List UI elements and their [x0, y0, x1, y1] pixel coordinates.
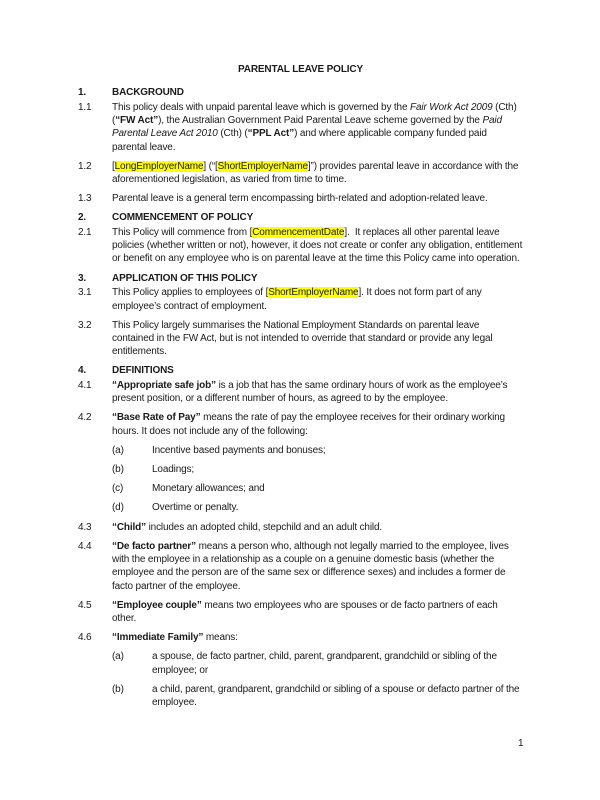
clause-number: 1.3	[78, 193, 92, 205]
clause-text: BACKGROUND	[112, 87, 184, 99]
clause-number: 1.2	[78, 160, 92, 172]
clause-number: (b)	[112, 683, 124, 695]
clause-paragraph	[78, 319, 523, 359]
merge-field-highlight: CommencementDate	[252, 227, 345, 239]
clause-paragraph	[78, 631, 523, 644]
clause-number: 1.1	[78, 101, 92, 113]
list-item	[112, 650, 523, 676]
clause-number: 3.	[78, 272, 87, 284]
list-item	[112, 482, 523, 495]
clause-number: 4.1	[78, 380, 92, 392]
clause-paragraph	[78, 599, 523, 625]
clause-number: 4.4	[78, 540, 92, 552]
section-heading	[78, 211, 523, 224]
clause-number: (c)	[112, 483, 124, 495]
clause-text: COMMENCEMENT OF POLICY	[112, 212, 254, 224]
clause-text: “Base Rate of Pay” means the rate of pay the employee receives for their ordinary working hours. It does not include any of the following:	[112, 412, 508, 437]
clause-number: 4.5	[78, 599, 92, 611]
clause-text: “Immediate Family” means:	[112, 632, 238, 644]
document-title: PARENTAL LEAVE POLICY	[237, 64, 363, 75]
clause-text: “Employee couple” means two employees who are spouses or de facto partners of each other.	[112, 599, 501, 624]
clause-text: APPLICATION OF THIS POLICY	[112, 272, 258, 284]
clause-number: 2.	[78, 212, 87, 224]
section-heading	[78, 364, 523, 377]
clause-text: Monetary allowances; and	[152, 483, 265, 495]
clause-text: Incentive based payments and bonuses;	[152, 444, 326, 456]
clause-paragraph	[78, 379, 523, 405]
clause-text: “De facto partner” means a person who, although not legally married to the employee, lives with the employee in a relationship as a couple on a genuine domestic basis (whether the employee and the person are of the same sex or difference sexes) and includes a former de facto partner of the employee.	[112, 540, 512, 592]
clause-text: Parental leave is a general term encompassing birth-related and adoption-related leave.	[112, 193, 488, 205]
merge-field-highlight: ShortEmployerName	[268, 287, 359, 299]
list-item	[112, 501, 523, 514]
clause-paragraph	[78, 286, 523, 312]
clause-number: (a)	[112, 651, 124, 663]
clause-paragraph	[78, 521, 523, 534]
clause-paragraph	[78, 411, 523, 437]
clause-paragraph	[78, 226, 523, 266]
clause-text: DEFINITIONS	[112, 365, 174, 377]
list-item	[112, 444, 523, 457]
section-heading	[78, 272, 523, 285]
clause-text: This Policy applies to employees of [ShortEmployerName]. It does not form part of any employee’s contract of employment.	[112, 287, 485, 312]
section-heading	[78, 86, 523, 99]
page-number: 1	[518, 738, 524, 749]
clause-text: Overtime or penalty.	[152, 502, 239, 514]
clause-text: a child, parent, grandparent, grandchild or sibling of a spouse or defacto partner of the employee.	[152, 683, 523, 708]
merge-field-highlight: ShortEmployerName	[217, 160, 308, 172]
list-item	[112, 683, 523, 709]
clause-number: 4.3	[78, 521, 92, 533]
clause-text: [LongEmployerName] (“[ShortEmployerName]”) provides parental leave in accordance with the aforementioned legislation, as varied from time to time.	[112, 160, 521, 185]
clause-number: 4.2	[78, 412, 92, 424]
clause-text: Loadings;	[152, 464, 195, 476]
clause-paragraph	[78, 540, 523, 593]
clause-number: 2.1	[78, 227, 92, 239]
document-body	[78, 86, 523, 709]
merge-field-highlight: LongEmployerName	[114, 160, 204, 172]
clause-number: (a)	[112, 444, 124, 456]
clause-text: This Policy will commence from [CommencementDate]. It replaces all other parental leave policies (whether written or not), however, it does not create or confer any obligation, entitlement or benefit on any employee who is on parental leave at the time this Policy came into operation.	[112, 227, 525, 265]
clause-text: “Child” includes an adopted child, stepchild and an adult child.	[112, 521, 383, 533]
clause-number: 4.	[78, 365, 87, 377]
clause-number: 1.	[78, 87, 87, 99]
clause-paragraph	[78, 192, 523, 205]
clause-text: “Appropriate safe job” is a job that has the same ordinary hours of work as the employee’s present position, or a different number of hours, as agreed to by the employee.	[112, 380, 511, 405]
clause-text: This Policy largely summarises the National Employment Standards on parental leave contained in the FW Act, but is not intended to override that standard or provide any legal entitlements.	[112, 319, 496, 358]
clause-paragraph	[78, 101, 523, 154]
clause-paragraph	[78, 160, 523, 186]
clause-number: 4.6	[78, 632, 92, 644]
clause-text: a spouse, de facto partner, child, parent, grandparent, grandchild or sibling of the employee; or	[152, 651, 500, 676]
clause-text: This policy deals with unpaid parental leave which is governed by the Fair Work Act 2009 (Cth) (“FW Act”), the Australian Government Paid Parental Leave scheme governed by the Paid Parental Leave Act 2010 (Cth) (“PPL Act”) and where applicable company funded paid parental leave.	[112, 101, 520, 153]
clause-number: (b)	[112, 464, 124, 476]
clause-number: 3.2	[78, 319, 92, 331]
list-item	[112, 463, 523, 476]
clause-number: 3.1	[78, 287, 92, 299]
clause-number: (d)	[112, 502, 124, 514]
